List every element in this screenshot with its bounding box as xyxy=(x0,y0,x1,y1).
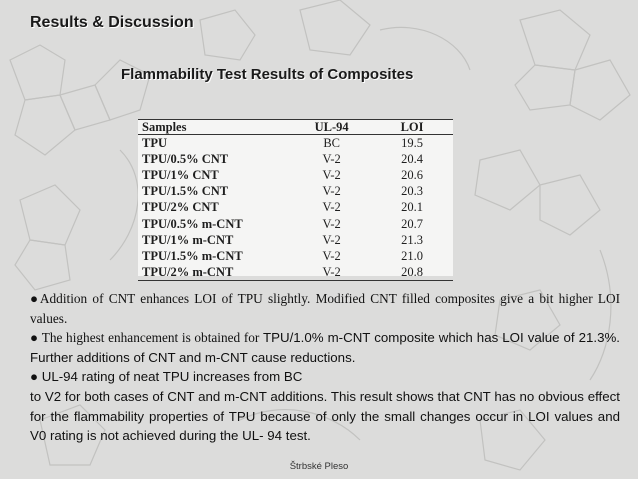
cell-ul94: V-2 xyxy=(322,216,341,231)
cell-loi: 20.8 xyxy=(371,264,453,281)
table-caption: Flammability Test Results of Composites xyxy=(121,66,414,83)
cell-sample: TPU/1.5% m-CNT xyxy=(142,248,243,263)
cell-sample: TPU/1% CNT xyxy=(142,168,219,183)
cell-ul94: V-2 xyxy=(322,168,341,183)
cell-ul94: V-2 xyxy=(322,248,341,263)
cell-loi: 20.3 xyxy=(401,184,423,199)
paragraph-tail: TPU/1.0% m-CNT composite which has LOI value of 21.3%. Further additions of CNT and m-CNT cause reductions. xyxy=(30,330,620,365)
cell-sample: TPU/2% m-CNT xyxy=(138,264,292,281)
paragraph-cnt-enhancement: ●Addition of CNT enhances LOI of TPU slightly. Modified CNT filled composites give a bit higher LOI values. xyxy=(30,291,620,326)
paragraph-highest-enhancement xyxy=(30,328,620,367)
header-samples: Samples xyxy=(138,120,292,135)
table-row xyxy=(138,167,453,183)
loi-table-container xyxy=(138,119,453,279)
table-row xyxy=(138,264,453,281)
cell-loi: 20.1 xyxy=(401,200,423,215)
header-ul94: UL-94 xyxy=(292,120,371,135)
cell-ul94: V-2 xyxy=(322,200,341,215)
cell-sample: TPU/1% m-CNT xyxy=(142,232,234,247)
table-row xyxy=(138,232,453,248)
cell-loi: 19.5 xyxy=(401,136,423,151)
table-header-row xyxy=(138,120,453,135)
flammability-table xyxy=(138,119,453,281)
cell-ul94: BC xyxy=(323,136,340,151)
header-loi: LOI xyxy=(371,120,453,135)
paragraph-ul94-rest: to V2 for both cases of CNT and m-CNT additions. This result shows that CNT has no obvious effect for the flammability properties of TPU because of only the small changes occur in LOI values and V0 rating is not achieved during the UL- 94 test. xyxy=(30,388,620,444)
table-row xyxy=(138,199,453,215)
cell-loi: 20.7 xyxy=(401,216,423,231)
footer-location: Štrbské Pleso xyxy=(289,461,349,472)
table-row xyxy=(138,183,453,199)
table-row xyxy=(138,135,453,152)
table-row xyxy=(138,215,453,231)
cell-loi: 21.0 xyxy=(401,248,423,263)
cell-ul94: V-2 xyxy=(322,232,341,247)
cell-sample: TPU xyxy=(142,136,167,151)
cell-ul94: V-2 xyxy=(322,152,341,167)
cell-loi: 21.3 xyxy=(401,232,423,247)
cell-sample: TPU/0.5% m-CNT xyxy=(142,216,243,231)
slide-title: Results & Discussion xyxy=(30,14,194,31)
cell-sample: TPU/2% CNT xyxy=(142,200,219,215)
cell-sample: TPU/0.5% CNT xyxy=(142,152,229,167)
cell-ul94: V-2 xyxy=(322,184,341,199)
cell-loi: 20.6 xyxy=(401,168,423,183)
table-row xyxy=(138,248,453,264)
cell-sample: TPU/1.5% CNT xyxy=(142,184,229,199)
paragraph-lead: ● The highest enhancement is obtained for xyxy=(30,330,263,346)
paragraph-ul94-line1: ● UL-94 rating of neat TPU increases from BC xyxy=(30,369,303,385)
cell-ul94: V-2 xyxy=(292,264,371,281)
discussion-text xyxy=(30,289,620,446)
table-row xyxy=(138,151,453,167)
cell-loi: 20.4 xyxy=(401,152,423,167)
